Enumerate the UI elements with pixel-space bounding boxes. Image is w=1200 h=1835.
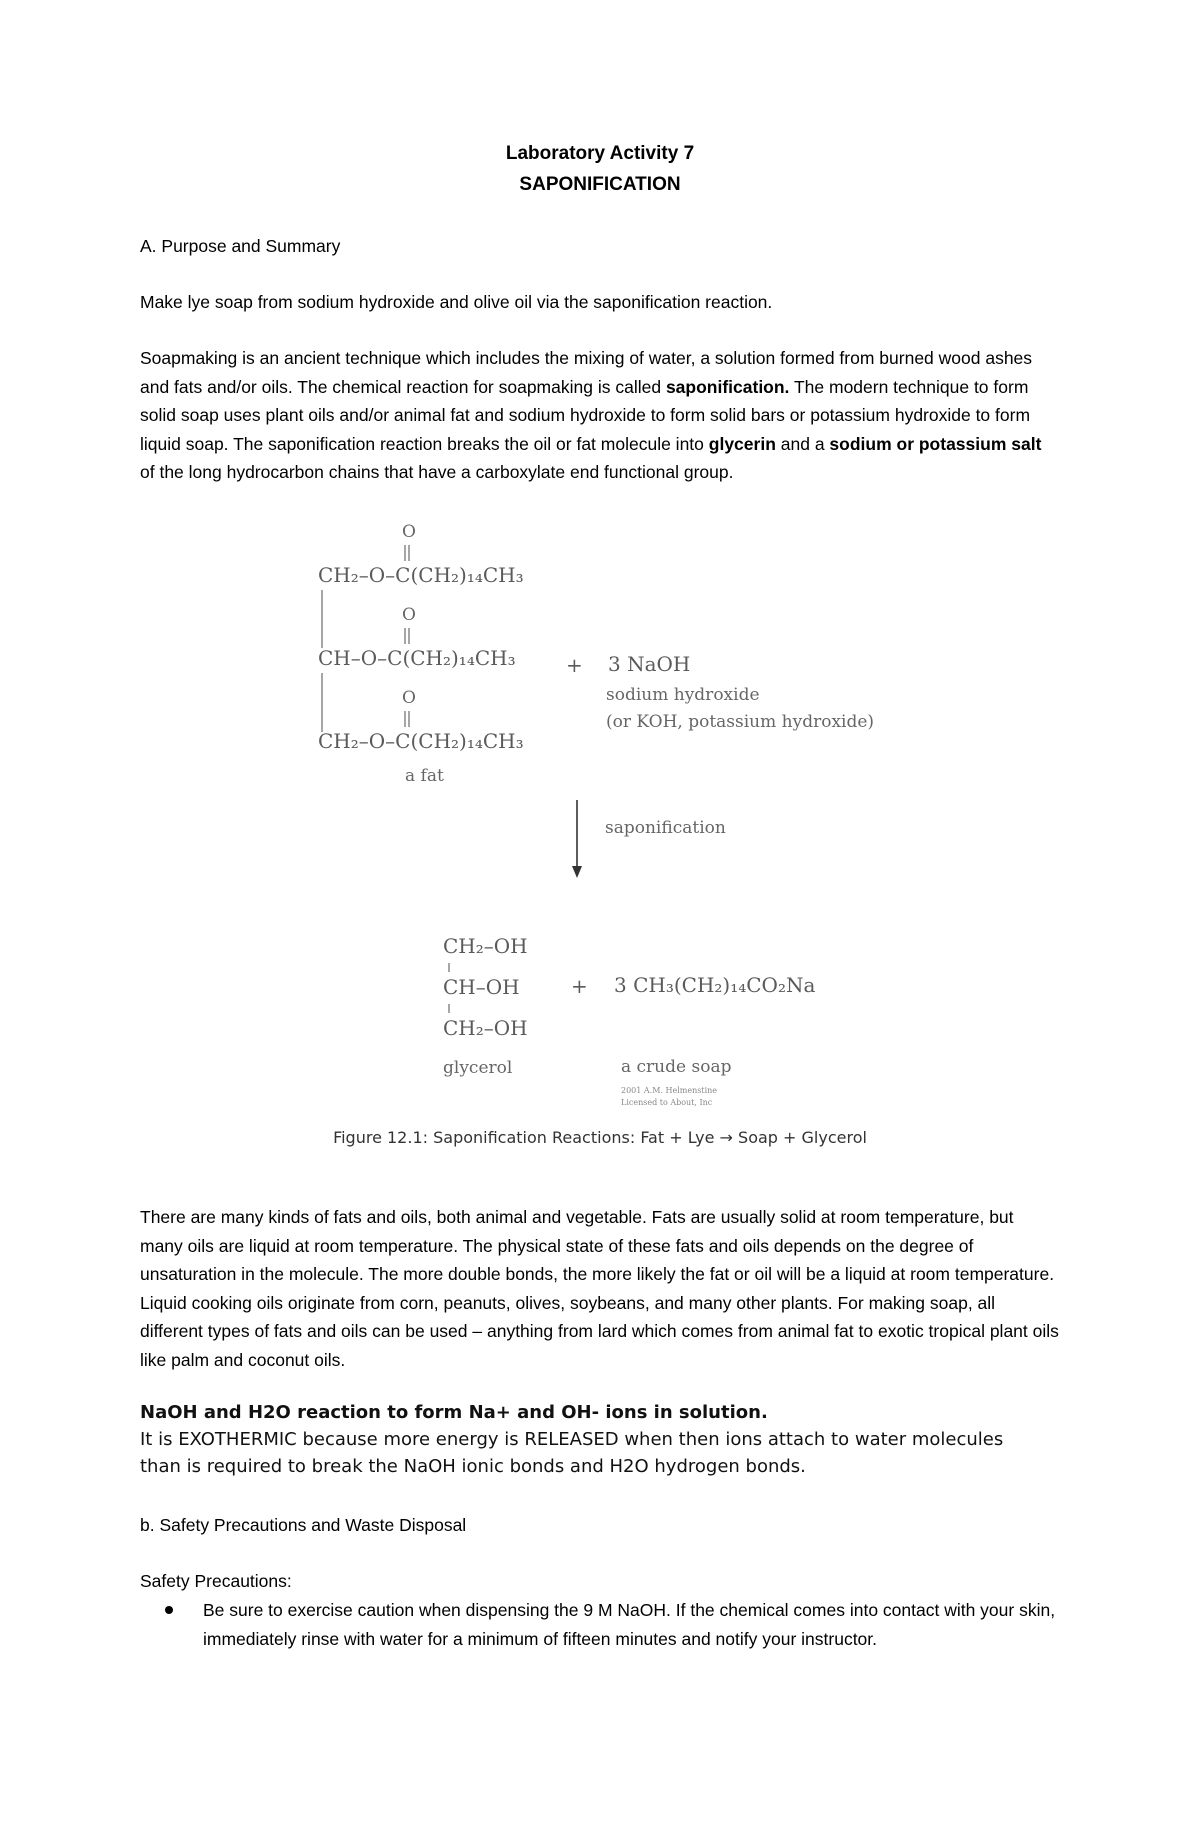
bold-term-salt: sodium or potassium salt: [829, 433, 1042, 454]
bold-term-saponification: saponification.: [665, 376, 790, 397]
copyright-line: Licensed to About, Inc: [621, 1098, 713, 1107]
document-subtitle: SAPONIFICATION: [519, 174, 681, 195]
exothermic-line: It is EXOTHERMIC because more energy is RELEASED when then ions attach to water molecules: [140, 1429, 1004, 1450]
copyright-line: 2001 A.M. Helmenstine: [621, 1086, 718, 1095]
glycerol-row-3: CH₂–OH: [443, 1016, 528, 1040]
paragraph-text: The modern technique to form solid soap uses plant oils and/or animal fat and sodium hydroxide to form solid bars or potassium hydroxide to form liquid soap. The saponification reaction breaks the oil or fat molecule into: [140, 376, 1031, 454]
paragraph-text: of the long hydrocarbon chains that have a carboxylate end functional group.: [140, 462, 734, 482]
paragraph-text: and a: [775, 433, 830, 454]
exothermic-line: than is required to break the NaOH ionic bonds and H2O hydrogen bonds.: [140, 1456, 806, 1477]
fats-oils-paragraph: There are many kinds of fats and oils, both animal and vegetable. Fats are usually solid at room temperature, but many oils are liquid at room temperature. The physical state of these fats and oils depends on the degree of unsaturation in the molecule. The more double bonds, the more likely the fat or oil will be a liquid at room temperature. Liquid cooking oils originate from corn, peanuts, olives, soybeans, and many other plants. For making soap, all different types of fats and oils can be used – anything from lard which comes from animal fat to exotic tropical plant oils like palm and coconut oils.: [140, 1207, 1059, 1370]
bullet-icon: [165, 1606, 173, 1614]
plus-sign: +: [566, 653, 583, 677]
carbonyl-oxygen: O: [402, 605, 416, 625]
naoh-reagent: 3 NaOH: [608, 652, 691, 676]
reaction-arrowhead: [572, 866, 582, 878]
fat-chain-2: CH–O–C(CH₂)₁₄CH₃: [318, 646, 516, 670]
glycerol-row-2: CH–OH: [443, 975, 520, 999]
fat-chain-3: CH₂–O–C(CH₂)₁₄CH₃: [318, 729, 524, 753]
carbonyl-oxygen: O: [402, 688, 416, 708]
bullet-text: Be sure to exercise caution when dispensing the 9 M NaOH. If the chemical comes into contact with your skin, immediately rinse with water for a minimum of fifteen minutes and notify your instructor.: [203, 1600, 1056, 1649]
koh-note: (or KOH, potassium hydroxide): [606, 712, 875, 732]
safety-subheading: Safety Precautions:: [140, 1571, 292, 1591]
paragraph-text: Soapmaking is an ancient technique which includes the mixing of water, a solution formed from burned wood ashes and fats and/or oils. The chemical reaction for soapmaking is called: [140, 348, 1033, 397]
soap-formula: 3 CH₃(CH₂)₁₄CO₂Na: [614, 973, 816, 997]
section-a-heading: A. Purpose and Summary: [140, 236, 341, 256]
glycerol-label: glycerol: [443, 1058, 513, 1078]
plus-sign: +: [571, 974, 588, 998]
document-title: Laboratory Activity 7: [505, 143, 695, 164]
purpose-sentence: Make lye soap from sodium hydroxide and olive oil via the saponification reaction.: [140, 292, 773, 312]
exothermic-heading: NaOH and H2O reaction to form Na+ and OH- ions in solution.: [140, 1402, 768, 1423]
carbonyl-oxygen: O: [402, 522, 416, 542]
arrow-label: saponification: [605, 818, 726, 838]
bold-term-glycerin: glycerin: [708, 433, 776, 454]
naoh-name: sodium hydroxide: [606, 685, 760, 705]
glycerol-row-1: CH₂–OH: [443, 934, 528, 958]
figure-caption: Figure 12.1: Saponification Reactions: Fat + Lye → Soap + Glycerol: [333, 1128, 867, 1147]
soap-label: a crude soap: [621, 1057, 732, 1077]
fat-label: a fat: [405, 766, 444, 786]
fat-chain-1: CH₂–O–C(CH₂)₁₄CH₃: [318, 563, 524, 587]
section-b-heading: b. Safety Precautions and Waste Disposal: [140, 1515, 467, 1535]
